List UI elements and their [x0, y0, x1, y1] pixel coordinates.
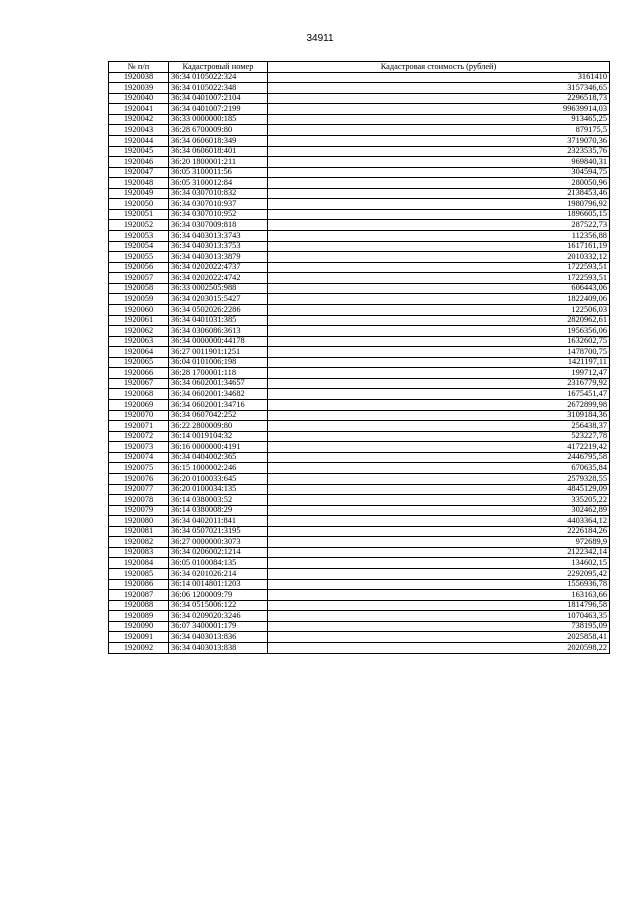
row-number-cell: 1920074 [109, 452, 169, 463]
table-row [109, 262, 610, 273]
cadastral-value-cell: 199712,47 [268, 368, 610, 379]
row-number-cell: 1920075 [109, 463, 169, 474]
cadastral-value-cell: 1556936,78 [268, 579, 610, 590]
table-row [109, 231, 610, 242]
cadastral-number-cell: 36:14 0380008:29 [169, 505, 268, 516]
cadastral-number-cell: 36:14 0380003:52 [169, 495, 268, 506]
table-row [109, 347, 610, 358]
cadastral-value-cell: 3109184,36 [268, 410, 610, 421]
cadastral-value-cell: 1722593,51 [268, 262, 610, 273]
table-row [109, 135, 610, 146]
table-row [109, 579, 610, 590]
table-row [109, 104, 610, 115]
cadastral-number-cell: 36:34 0307010:952 [169, 209, 268, 220]
cadastral-value-cell: 738195,09 [268, 621, 610, 632]
column-header-cadastral-value: Кадастровая стоимость (рублей) [268, 62, 610, 73]
row-number-cell: 1920072 [109, 431, 169, 442]
cadastral-value-cell: 913465,25 [268, 114, 610, 125]
table-row [109, 220, 610, 231]
table-row [109, 442, 610, 453]
row-number-cell: 1920060 [109, 304, 169, 315]
row-number-cell: 1920068 [109, 389, 169, 400]
cadastral-number-cell: 36:34 0403013:3879 [169, 252, 268, 263]
cadastral-number-cell: 36:34 0402011:841 [169, 516, 268, 527]
table-header-row [109, 62, 610, 73]
cadastral-value-cell: 2323535,76 [268, 146, 610, 157]
cadastral-value-cell: 1980796,92 [268, 199, 610, 210]
cadastral-value-cell: 670635,84 [268, 463, 610, 474]
table-row [109, 178, 610, 189]
row-number-cell: 1920070 [109, 410, 169, 421]
cadastral-number-cell: 36:34 0105022:324 [169, 72, 268, 83]
cadastral-value-cell: 523227,78 [268, 431, 610, 442]
cadastral-value-cell: 2316779,92 [268, 378, 610, 389]
table-row [109, 114, 610, 125]
row-number-cell: 1920054 [109, 241, 169, 252]
table-row [109, 400, 610, 411]
cadastral-number-cell: 36:34 0105022:348 [169, 83, 268, 94]
row-number-cell: 1920067 [109, 378, 169, 389]
cadastral-value-cell: 280050,96 [268, 178, 610, 189]
cadastral-number-cell: 36:05 0100084:135 [169, 558, 268, 569]
cadastral-value-cell: 287522,73 [268, 220, 610, 231]
cadastral-value-cell: 4845129,09 [268, 484, 610, 495]
row-number-cell: 1920044 [109, 135, 169, 146]
row-number-cell: 1920051 [109, 209, 169, 220]
table-row [109, 199, 610, 210]
cadastral-number-cell: 36:22 2800009:80 [169, 421, 268, 432]
cadastral-value-cell: 2010332,12 [268, 252, 610, 263]
cadastral-number-cell: 36:34 0403013:836 [169, 632, 268, 643]
cadastral-number-cell: 36:15 1000002:246 [169, 463, 268, 474]
row-number-cell: 1920084 [109, 558, 169, 569]
table-row [109, 569, 610, 580]
cadastral-value-cell: 2820962,61 [268, 315, 610, 326]
cadastral-number-cell: 36:20 0100034:135 [169, 484, 268, 495]
cadastral-number-cell: 36:34 0202022:4737 [169, 262, 268, 273]
table-row [109, 505, 610, 516]
cadastral-number-cell: 36:16 0000000:4191 [169, 442, 268, 453]
cadastral-value-cell: 2122342,14 [268, 547, 610, 558]
cadastral-value-cell: 1617161,19 [268, 241, 610, 252]
cadastral-number-cell: 36:34 0607042:252 [169, 410, 268, 421]
table-row [109, 157, 610, 168]
cadastral-value-cell: 969840,31 [268, 157, 610, 168]
cadastral-value-cell: 2296518,73 [268, 93, 610, 104]
cadastral-value-cell: 3719070,36 [268, 135, 610, 146]
cadastral-number-cell: 36:34 0307010:832 [169, 188, 268, 199]
cadastral-value-cell: 134602,15 [268, 558, 610, 569]
table-row [109, 294, 610, 305]
cadastral-number-cell: 36:34 0602001:34657 [169, 378, 268, 389]
cadastral-value-cell: 879175,5 [268, 125, 610, 136]
cadastral-number-cell: 36:14 0014801:1203 [169, 579, 268, 590]
cadastral-number-cell: 36:05 3100011:56 [169, 167, 268, 178]
page-number: 34911 [306, 33, 334, 44]
cadastral-number-cell: 36:28 6700009:80 [169, 125, 268, 136]
cadastral-value-table [108, 61, 610, 654]
row-number-cell: 1920050 [109, 199, 169, 210]
row-number-cell: 1920073 [109, 442, 169, 453]
cadastral-number-cell: 36:34 0401007:2104 [169, 93, 268, 104]
cadastral-value-cell: 256438,37 [268, 421, 610, 432]
cadastral-value-cell: 2579328,55 [268, 473, 610, 484]
table-row [109, 632, 610, 643]
row-number-cell: 1920046 [109, 157, 169, 168]
row-number-cell: 1920062 [109, 326, 169, 337]
row-number-cell: 1920089 [109, 611, 169, 622]
row-number-cell: 1920047 [109, 167, 169, 178]
table-row [109, 252, 610, 263]
table-row [109, 336, 610, 347]
row-number-cell: 1920090 [109, 621, 169, 632]
row-number-cell: 1920064 [109, 347, 169, 358]
cadastral-value-cell: 1814796,58 [268, 600, 610, 611]
row-number-cell: 1920066 [109, 368, 169, 379]
cadastral-value-cell: 606443,06 [268, 283, 610, 294]
row-number-cell: 1920087 [109, 590, 169, 601]
cadastral-value-cell: 1896605,15 [268, 209, 610, 220]
row-number-cell: 1920079 [109, 505, 169, 516]
row-number-cell: 1920071 [109, 421, 169, 432]
row-number-cell: 1920038 [109, 72, 169, 83]
cadastral-number-cell: 36:27 0000000:3073 [169, 537, 268, 548]
row-number-cell: 1920049 [109, 188, 169, 199]
table-row [109, 558, 610, 569]
cadastral-number-cell: 36:33 0002505:988 [169, 283, 268, 294]
cadastral-number-cell: 36:34 0206002:1214 [169, 547, 268, 558]
cadastral-value-cell: 2020598,22 [268, 642, 610, 653]
table-row [109, 410, 610, 421]
table-row [109, 368, 610, 379]
cadastral-value-cell: 163163,66 [268, 590, 610, 601]
row-number-cell: 1920052 [109, 220, 169, 231]
cadastral-number-cell: 36:34 0201026:214 [169, 569, 268, 580]
row-number-cell: 1920045 [109, 146, 169, 157]
cadastral-number-cell: 36:34 0401031:385 [169, 315, 268, 326]
table-row [109, 93, 610, 104]
cadastral-value-cell: 2138453,46 [268, 188, 610, 199]
row-number-cell: 1920048 [109, 178, 169, 189]
cadastral-number-cell: 36:34 0202022:4742 [169, 273, 268, 284]
row-number-cell: 1920088 [109, 600, 169, 611]
cadastral-value-cell: 304594,75 [268, 167, 610, 178]
cadastral-number-cell: 36:14 0019104:32 [169, 431, 268, 442]
table-row [109, 315, 610, 326]
row-number-cell: 1920081 [109, 526, 169, 537]
table-row [109, 473, 610, 484]
row-number-cell: 1920076 [109, 473, 169, 484]
row-number-cell: 1920041 [109, 104, 169, 115]
table-row [109, 537, 610, 548]
cadastral-value-cell: 1478700,75 [268, 347, 610, 358]
row-number-cell: 1920059 [109, 294, 169, 305]
row-number-cell: 1920058 [109, 283, 169, 294]
table-row [109, 463, 610, 474]
row-number-cell: 1920091 [109, 632, 169, 643]
row-number-cell: 1920056 [109, 262, 169, 273]
cadastral-number-cell: 36:04 0101006:198 [169, 357, 268, 368]
cadastral-number-cell: 36:34 0507021:3195 [169, 526, 268, 537]
cadastral-value-cell: 3157346,65 [268, 83, 610, 94]
row-number-cell: 1920065 [109, 357, 169, 368]
table-row [109, 621, 610, 632]
cadastral-value-cell: 1421197,11 [268, 357, 610, 368]
table-row [109, 326, 610, 337]
cadastral-value-cell: 112356,88 [268, 231, 610, 242]
cadastral-number-cell: 36:34 0307009:818 [169, 220, 268, 231]
cadastral-value-cell: 2292095,42 [268, 569, 610, 580]
table-row [109, 431, 610, 442]
cadastral-number-cell: 36:34 0515006:122 [169, 600, 268, 611]
cadastral-number-cell: 36:34 0403013:3743 [169, 231, 268, 242]
cadastral-value-cell: 1722593,51 [268, 273, 610, 284]
row-number-cell: 1920053 [109, 231, 169, 242]
table-row [109, 547, 610, 558]
cadastral-number-cell: 36:34 0602001:34682 [169, 389, 268, 400]
table-row [109, 526, 610, 537]
row-number-cell: 1920063 [109, 336, 169, 347]
column-header-cadastral-number: Кадастровый номер [169, 62, 268, 73]
cadastral-number-cell: 36:34 0606018:349 [169, 135, 268, 146]
cadastral-value-cell: 2672899,98 [268, 400, 610, 411]
cadastral-value-cell: 2446795,58 [268, 452, 610, 463]
cadastral-value-cell: 2025858,41 [268, 632, 610, 643]
row-number-cell: 1920082 [109, 537, 169, 548]
cadastral-value-cell: 3161410 [268, 72, 610, 83]
cadastral-value-cell: 1070463,35 [268, 611, 610, 622]
cadastral-number-cell: 36:34 0000000:44178 [169, 336, 268, 347]
cadastral-number-cell: 36:34 0403013:838 [169, 642, 268, 653]
cadastral-value-cell: 4403364,12 [268, 516, 610, 527]
table-row [109, 642, 610, 653]
row-number-cell: 1920042 [109, 114, 169, 125]
table-row [109, 146, 610, 157]
row-number-cell: 1920061 [109, 315, 169, 326]
cadastral-number-cell: 36:34 0306086:3613 [169, 326, 268, 337]
cadastral-number-cell: 36:34 0502026:2286 [169, 304, 268, 315]
row-number-cell: 1920092 [109, 642, 169, 653]
row-number-cell: 1920086 [109, 579, 169, 590]
cadastral-value-cell: 1822409,06 [268, 294, 610, 305]
cadastral-value-cell: 99639914,03 [268, 104, 610, 115]
cadastral-number-cell: 36:06 1200009:79 [169, 590, 268, 601]
cadastral-number-cell: 36:20 0100033:645 [169, 473, 268, 484]
cadastral-value-cell: 1632602,75 [268, 336, 610, 347]
cadastral-value-cell: 335205,22 [268, 495, 610, 506]
cadastral-value-cell: 1675451,47 [268, 389, 610, 400]
table-row [109, 421, 610, 432]
row-number-cell: 1920055 [109, 252, 169, 263]
table-row [109, 167, 610, 178]
cadastral-number-cell: 36:34 0404002:365 [169, 452, 268, 463]
cadastral-number-cell: 36:07 3400001:179 [169, 621, 268, 632]
table-row [109, 452, 610, 463]
table-row [109, 590, 610, 601]
table-row [109, 209, 610, 220]
cadastral-value-cell: 1956356,06 [268, 326, 610, 337]
table-row [109, 600, 610, 611]
row-number-cell: 1920078 [109, 495, 169, 506]
cadastral-number-cell: 36:20 1800001:211 [169, 157, 268, 168]
cadastral-number-cell: 36:05 3100012:84 [169, 178, 268, 189]
row-number-cell: 1920077 [109, 484, 169, 495]
cadastral-value-cell: 4172219,42 [268, 442, 610, 453]
cadastral-number-cell: 36:34 0602001:34716 [169, 400, 268, 411]
row-number-cell: 1920057 [109, 273, 169, 284]
row-number-cell: 1920080 [109, 516, 169, 527]
cadastral-number-cell: 36:34 0606018:401 [169, 146, 268, 157]
table-row [109, 495, 610, 506]
row-number-cell: 1920085 [109, 569, 169, 580]
table-row [109, 516, 610, 527]
table-row [109, 389, 610, 400]
table-body [109, 72, 610, 653]
row-number-cell: 1920040 [109, 93, 169, 104]
table-row [109, 357, 610, 368]
cadastral-value-cell: 302462,89 [268, 505, 610, 516]
table-row [109, 125, 610, 136]
table-row [109, 484, 610, 495]
cadastral-number-cell: 36:34 0401007:2199 [169, 104, 268, 115]
row-number-cell: 1920039 [109, 83, 169, 94]
table-row [109, 188, 610, 199]
table-row [109, 378, 610, 389]
cadastral-number-cell: 36:33 0000000:185 [169, 114, 268, 125]
cadastral-number-cell: 36:34 0307010:937 [169, 199, 268, 210]
table-row [109, 241, 610, 252]
cadastral-value-cell: 972689,9 [268, 537, 610, 548]
table-row [109, 304, 610, 315]
cadastral-value-cell: 122506,03 [268, 304, 610, 315]
cadastral-number-cell: 36:34 0209020:3246 [169, 611, 268, 622]
cadastral-number-cell: 36:34 0403013:3753 [169, 241, 268, 252]
table-row [109, 83, 610, 94]
cadastral-value-cell: 2226184,26 [268, 526, 610, 537]
cadastral-number-cell: 36:28 1700001:118 [169, 368, 268, 379]
cadastral-number-cell: 36:27 0011901:1251 [169, 347, 268, 358]
row-number-cell: 1920083 [109, 547, 169, 558]
row-number-cell: 1920069 [109, 400, 169, 411]
table-row [109, 611, 610, 622]
column-header-row-number: № п/п [109, 62, 169, 73]
cadastral-number-cell: 36:34 0203015:5427 [169, 294, 268, 305]
table-row [109, 72, 610, 83]
table-row [109, 283, 610, 294]
row-number-cell: 1920043 [109, 125, 169, 136]
table-row [109, 273, 610, 284]
